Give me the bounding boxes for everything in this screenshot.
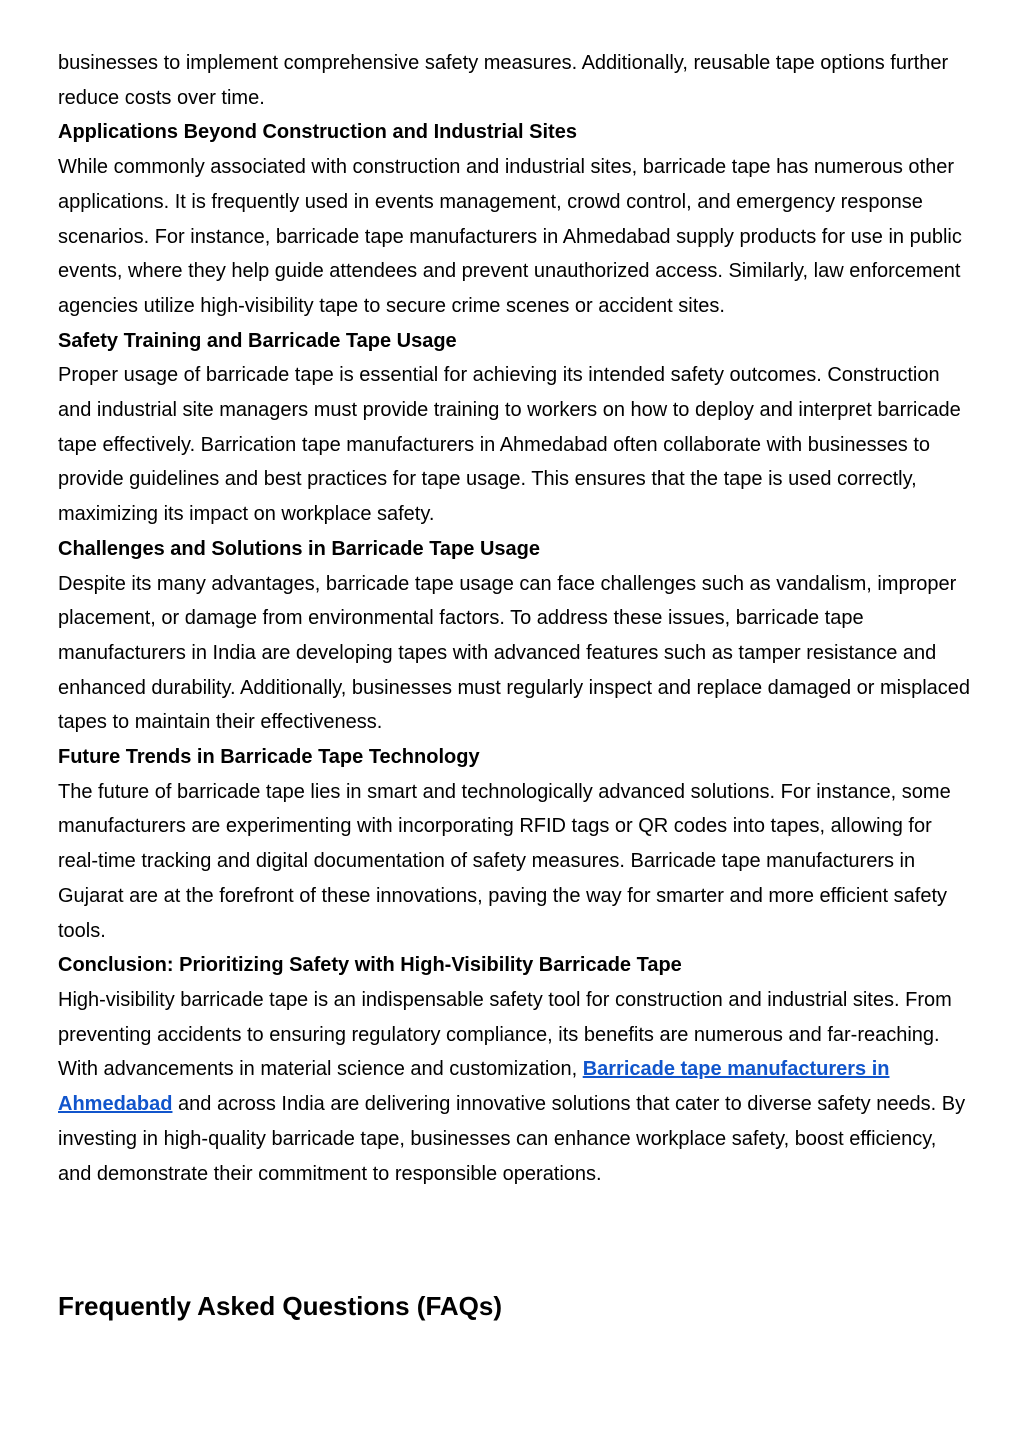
conclusion-heading: Conclusion: Prioritizing Safety with High-Visibility Barricade Tape [58, 954, 682, 977]
section-body-safety-training: Proper usage of barricade tape is essential for achieving its intended safety outcomes. Construction and industrial site managers must provide training to workers on how to deploy and interpret barricade tape effectively. Barrication tape manufacturers in Ahmedabad often collaborate with businesses to provide guidelines and best practices for tape usage. This ensures that the tape is used correctly, maximizing its impact on workplace safety. [58, 364, 961, 526]
manufacturers-ahmedabad-link[interactable]: Barricade tape manufacturers in Ahmedabad [58, 1058, 890, 1116]
section-body-applications: While commonly associated with construction and industrial sites, barricade tape has numerous other applications. It is frequently used in events management, crowd control, and emergency response scenarios. For instance, barricade tape manufacturers in Ahmedabad supply products for use in public events, where they help guide attendees and prevent unauthorized access. Similarly, law enforcement agencies utilize high-visibility tape to secure crime scenes or accident sites. [58, 156, 962, 317]
section-heading-challenges: Challenges and Solutions in Barricade Tape Usage [58, 537, 540, 560]
intro-continuation-paragraph: businesses to implement comprehensive safety measures. Additionally, reusable tape options further reduce costs over time. [58, 52, 949, 109]
section-heading-future-trends: Future Trends in Barricade Tape Technology [58, 746, 480, 769]
section-body-challenges: Despite its many advantages, barricade tape usage can face challenges such as vandalism, improper placement, or damage from environmental factors. To address these issues, barricade tape manufacturers in India are developing tapes with advanced features such as tamper resistance and enhanced durability. Additionally, businesses must regularly inspect and replace damaged or misplaced tapes to maintain their effectiveness. [58, 572, 971, 734]
conclusion-text-after-link: and across India are delivering innovative solutions that cater to diverse safety needs. By investing in high-quality barricade tape, businesses can enhance workplace safety, boost efficiency, and demonstrate their commitment to responsible operations. [58, 1093, 966, 1185]
section-heading-applications: Applications Beyond Construction and Industrial Sites [58, 121, 577, 144]
conclusion-paragraph [58, 983, 970, 1191]
section-body-future-trends: The future of barricade tape lies in smart and technologically advanced solutions. For instance, some manufacturers are experimenting with incorporating RFID tags or QR codes into tapes, allowing for real-time tracking and digital documentation of safety measures. Barricade tape manufacturers in Gujarat are at the forefront of these innovations, paving the way for smarter and more efficient safety tools. [58, 780, 951, 942]
faq-heading: Frequently Asked Questions (FAQs) [58, 1291, 503, 1321]
document-body [58, 46, 970, 1191]
conclusion-text-before-link: High-visibility barricade tape is an indispensable safety tool for construction and industrial sites. From preventing accidents to ensuring regulatory compliance, its benefits are numerous and far-reaching. With advancements in material science and customization, [58, 988, 952, 1081]
section-heading-safety-training: Safety Training and Barricade Tape Usage [58, 329, 457, 352]
